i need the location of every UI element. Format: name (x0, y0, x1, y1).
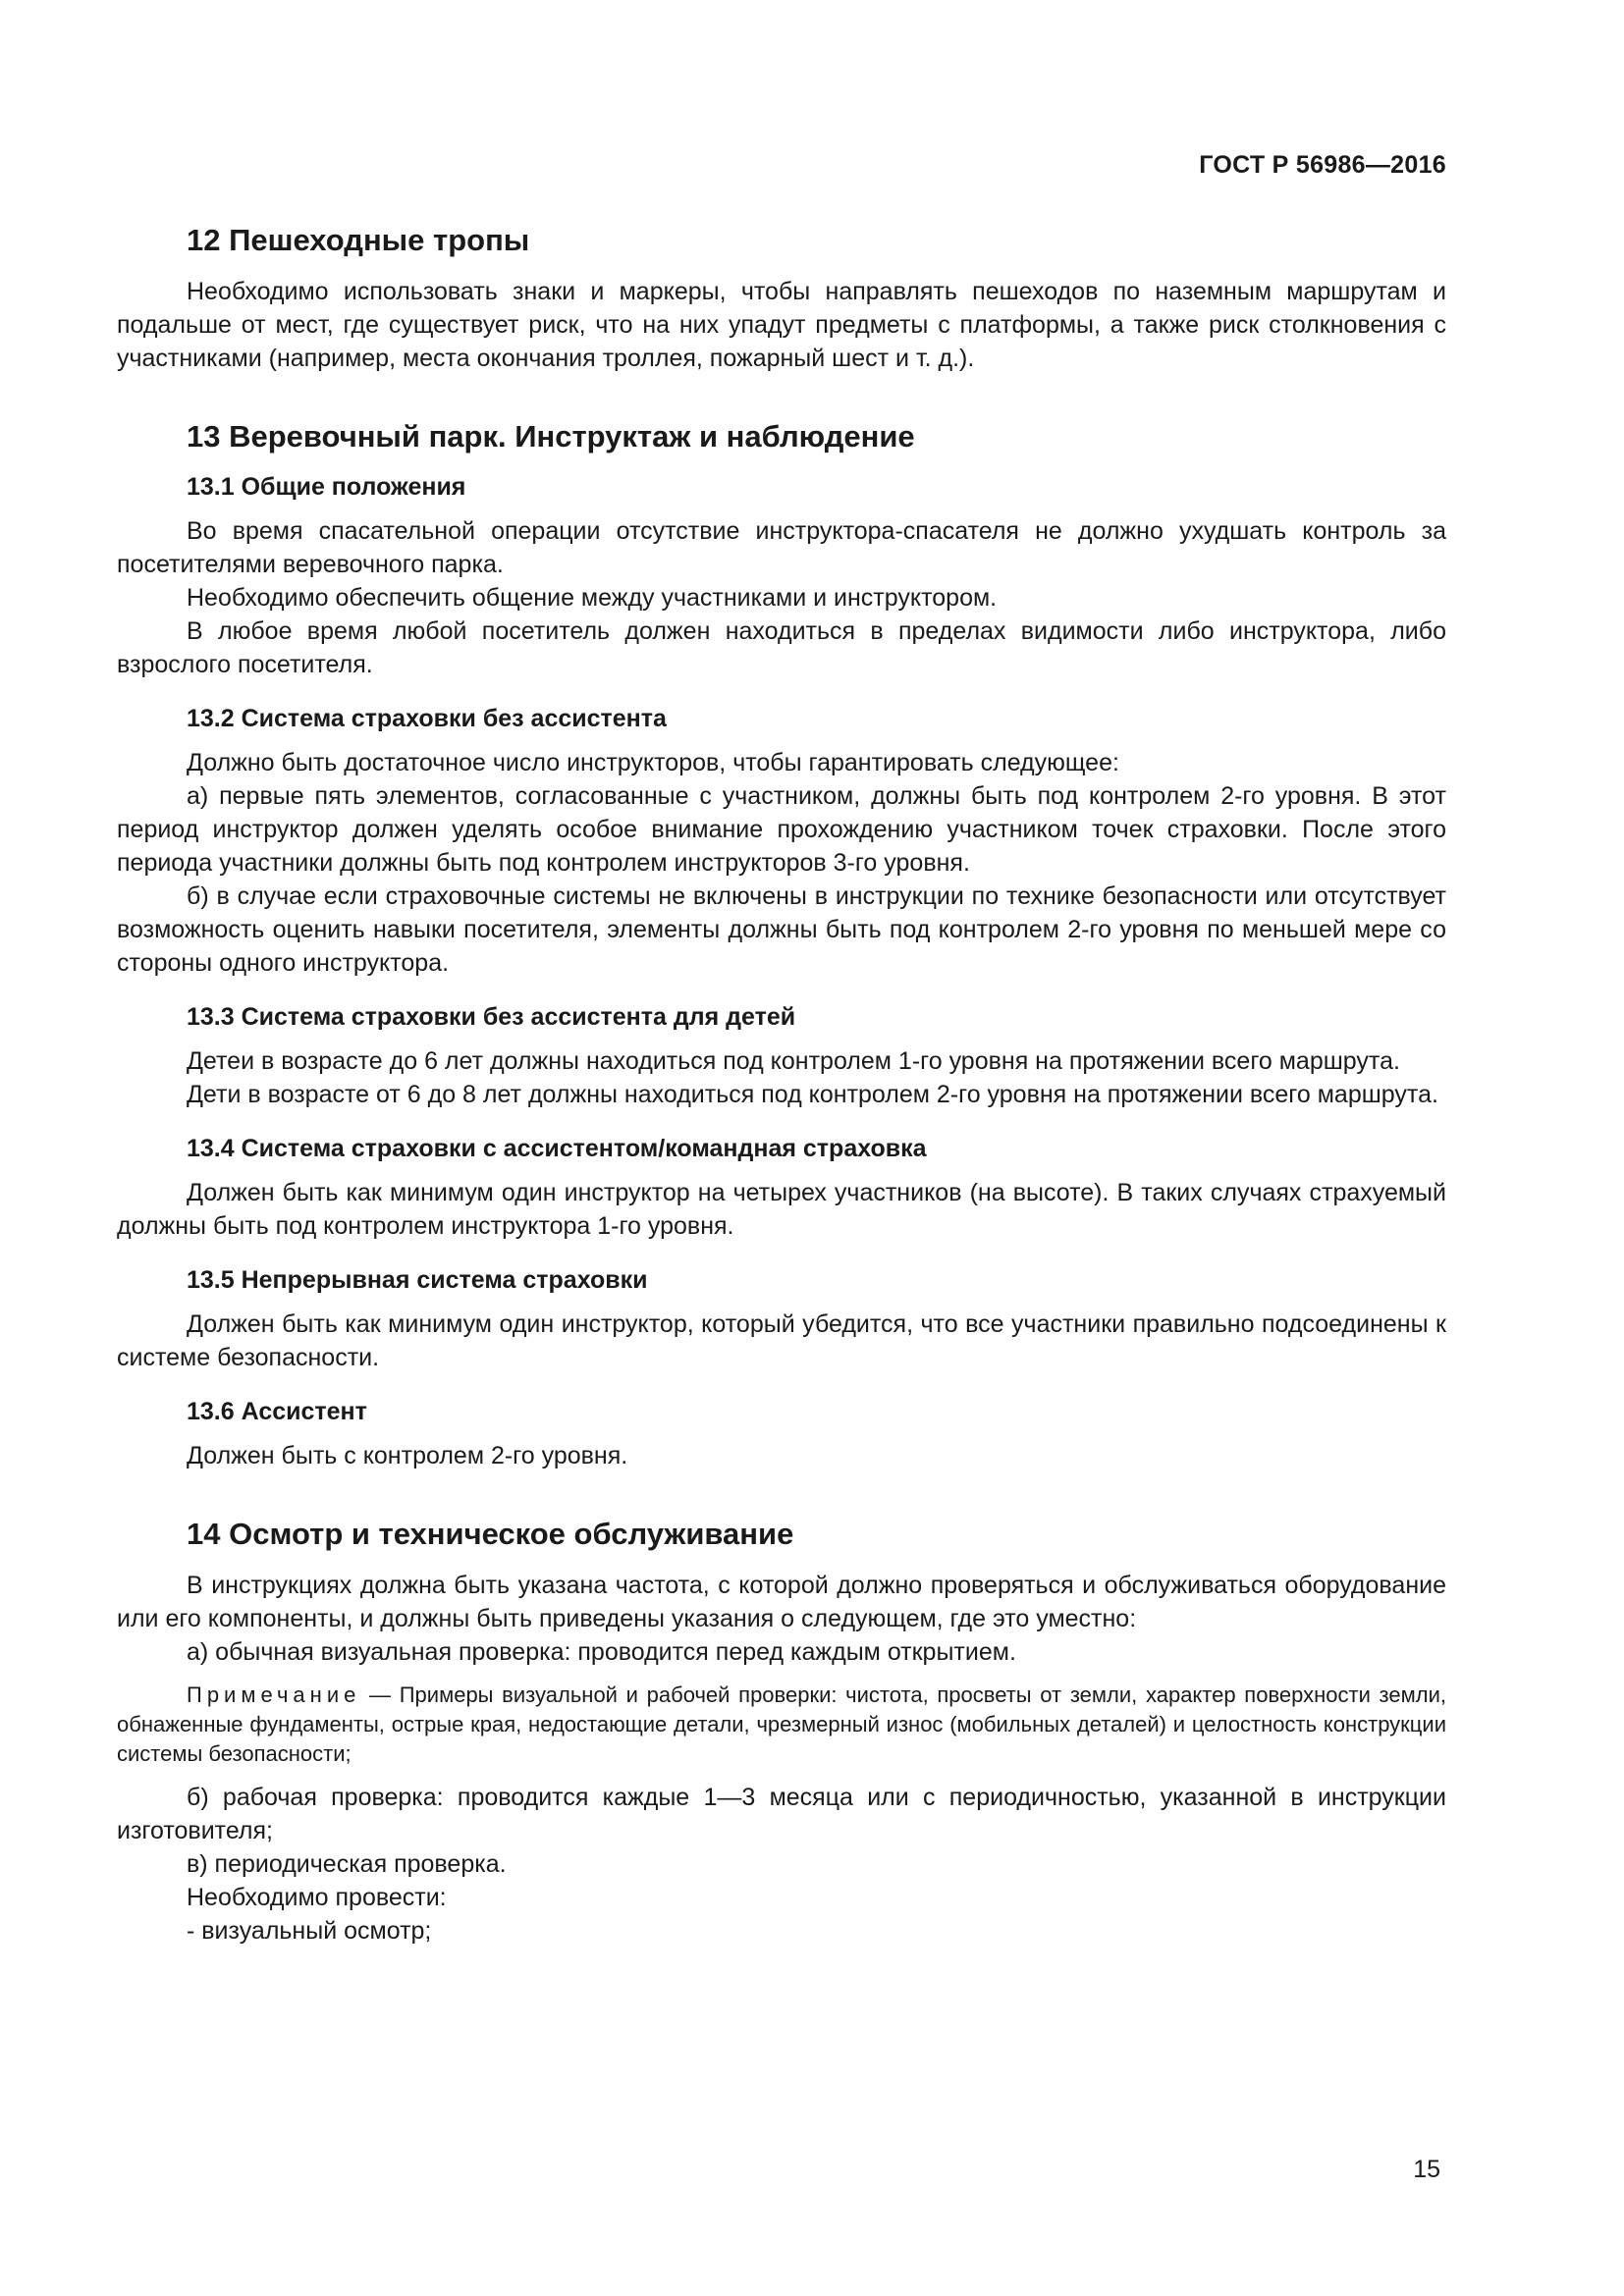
subsection-13-5-paragraph-1: Должен быть как минимум один инструктор, который убедится, что все участники правильно подсоединены к системе безопасности. (117, 1310, 1446, 1371)
subsection-13-3-paragraph-2: Дети в возрасте от 6 до 8 лет должны находиться под контролем 2-го уровня на протяжении всего маршрута. (187, 1081, 1438, 1108)
note-label: Примечание (187, 1682, 361, 1707)
section-14-paragraph-5: Необходимо провести: (187, 1884, 447, 1911)
subsection-13-2-title: 13.2 Система страховки без ассистента (187, 705, 667, 732)
subsection-13-5-title: 13.5 Непрерывная система страховки (187, 1266, 648, 1294)
subsection-13-1-title: 13.1 Общие положения (187, 473, 466, 501)
section-14-paragraph-4: в) периодическая проверка. (187, 1850, 507, 1878)
section-14-note (117, 1681, 1446, 1769)
subsection-13-2-paragraph-3: б) в случае если страховочные системы не включены в инструкции по технике безопасности или отсутствует возможность оценить навыки посетителя, элементы должны быть под контролем 2-го уровня по меньшей мере со стороны одного инструктора. (117, 882, 1446, 977)
section-14-paragraph-6: - визуальный осмотр; (187, 1917, 432, 1945)
subsection-13-2-paragraph-1: Должно быть достаточное число инструкторов, чтобы гарантировать следующее: (187, 749, 1119, 776)
subsection-13-4-paragraph-1: Должен быть как минимум один инструктор на четырех участников (на высоте). В таких случаях страхуемый должны быть под контролем инструктора 1-го уровня. (117, 1179, 1446, 1240)
subsection-13-3-title: 13.3 Система страховки без ассистента для детей (187, 1003, 796, 1031)
section-12-title: 12 Пешеходные тропы (187, 223, 530, 257)
page-number: 15 (1413, 2156, 1440, 2183)
subsection-13-6-title: 13.6 Ассистент (187, 1398, 367, 1425)
document-code: ГОСТ Р 56986—2016 (1199, 151, 1446, 179)
note-text: — Примеры визуальной и рабочей проверки: чистота, просветы от земли, характер поверхности земли, обнаженные фундаменты, острые края, недостающие детали, чрезмерный износ (мобильных деталей) и целостность конструкции системы безопасности; (117, 1682, 1446, 1766)
subsection-13-1-paragraph-1: Во время спасательной операции отсутствие инструктора-спасателя не должно ухудшать контроль за посетителями веревочного парка. (117, 517, 1446, 578)
document-body (117, 218, 1446, 1948)
subsection-13-1-paragraph-3: В любое время любой посетитель должен находиться в пределах видимости либо инструктора, либо взрослого посетителя. (117, 617, 1446, 678)
section-14-paragraph-2: а) обычная визуальная проверка: проводится перед каждым открытием. (187, 1638, 1016, 1666)
subsection-13-2-paragraph-2: а) первые пять элементов, согласованные с участником, должны быть под контролем 2-го уровня. В этот период инструктор должен уделять особое внимание прохождению участником точек страховки. После этого периода участники должны быть под контролем инструкторов 3-го уровня. (117, 782, 1446, 877)
subsection-13-3-paragraph-1: Детеи в возрасте до 6 лет должны находиться под контролем 1-го уровня на протяжении всего маршрута. (187, 1047, 1400, 1075)
subsection-13-6-paragraph-1: Должен быть с контролем 2-го уровня. (187, 1442, 628, 1469)
section-14-paragraph-1: В инструкциях должна быть указана частота, с которой должно проверяться и обслуживаться оборудование или его компоненты, и должны быть приведены указания о следующем, где это уместно: (117, 1572, 1446, 1632)
section-14-paragraph-3: б) рабочая проверка: проводится каждые 1—3 месяца или с периодичностью, указанной в инструкции изготовителя; (117, 1784, 1446, 1844)
section-13-title: 13 Веревочный парк. Инструктаж и наблюдение (187, 419, 915, 454)
subsection-13-4-title: 13.4 Система страховки с ассистентом/командная страховка (187, 1135, 927, 1162)
section-12-paragraph: Необходимо использовать знаки и маркеры, чтобы направлять пешеходов по наземным маршрутам и подальше от мест, где существует риск, что на них упадут предметы с платформы, а также риск столкновения с участниками (например, места окончания троллея, пожарный шест и т. д.). (117, 278, 1446, 372)
subsection-13-1-paragraph-2: Необходимо обеспечить общение между участниками и инструктором. (187, 584, 998, 612)
section-14-title: 14 Осмотр и техническое обслуживание (187, 1517, 794, 1551)
